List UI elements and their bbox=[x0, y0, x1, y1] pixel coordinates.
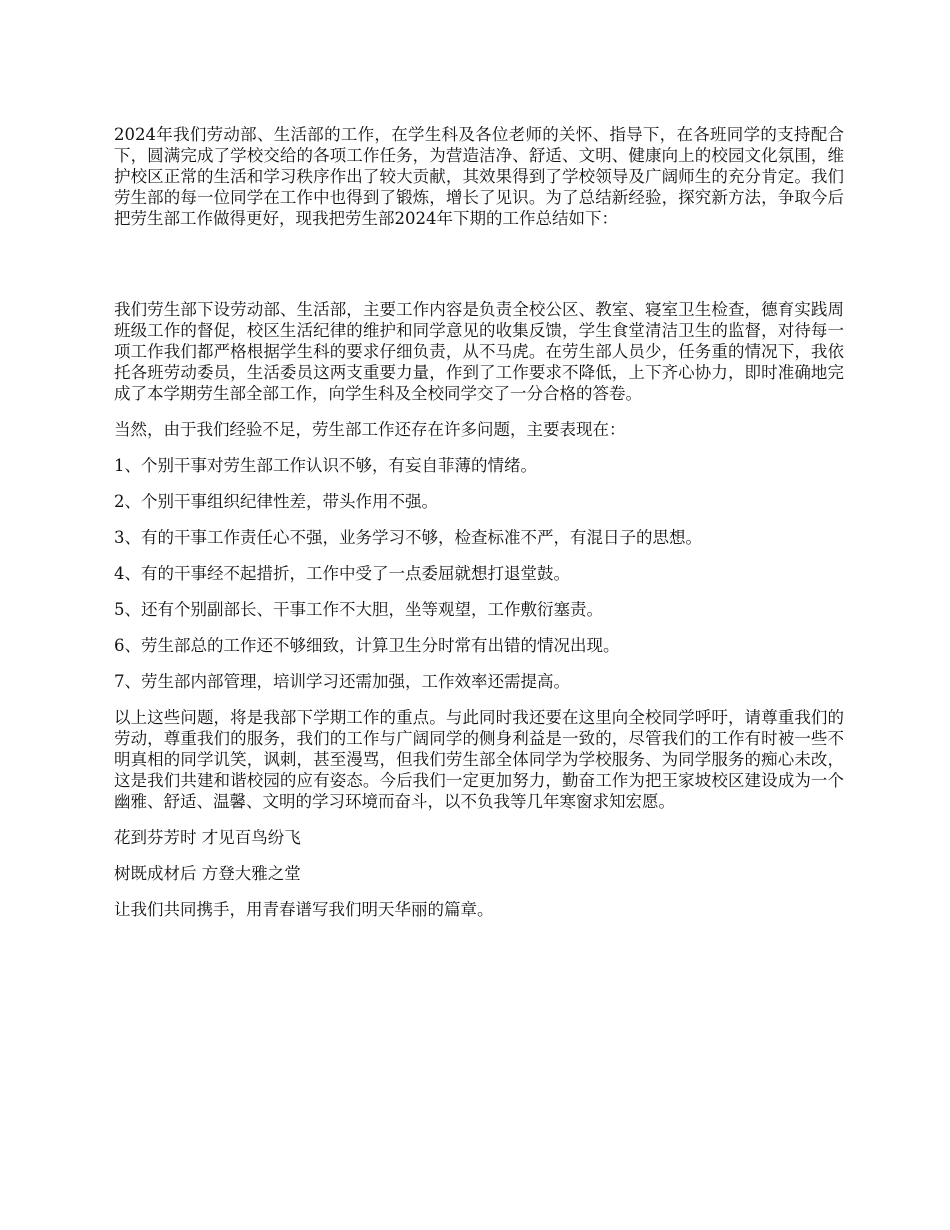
problem-item-3: 3、有的干事工作责任心不强，业务学习不够，检查标准不严，有混日子的思想。 bbox=[114, 528, 702, 547]
closing-line: 让我们共同携手，用青春谱写我们明天华丽的篇章。 bbox=[114, 900, 494, 919]
intro-paragraph: 2024年我们劳动部、生活部的工作，在学生科及各位老师的关怀、指导下，在各班同学的支持配合下，圆满完成了学校交给的各项工作任务，为营造洁净、舒适、文明、健康向上的校园文化氛围，维护校区正常的生活和学习秩序作出了较大贡献，其效果得到了学校领导及广阔师生的充分肯定。我们劳生部的每一位同学在工作中也得到了锻炼，增长了见识。为了总结新经验，探究新方法，争取今后把劳生部工作做得更好，现我把劳生部2024年下期的工作总结如下： bbox=[114, 125, 844, 228]
problem-item-2: 2、个别干事组织纪律性差，带头作用不强。 bbox=[114, 492, 438, 511]
work-content-paragraph: 我们劳生部下设劳动部、生活部，主要工作内容是负责全校公区、教室、寝室卫生检查，德育实践周班级工作的督促，校区生活纪律的维护和同学意见的收集反馈，学生食堂清洁卫生的监督，对待每一项工作我们都严格根据学生科的要求仔细负责，从不马虎。在劳生部人员少，任务重的情况下，我依托各班劳动委员，生活委员这两支重要力量，作到了工作要求不降低，上下齐心协力，即时准确地完成了本学期劳生部全部工作，向学生科及全校同学交了一分合格的答卷。 bbox=[114, 300, 844, 403]
verse-line-1: 花到芬芳时 才见百鸟纷飞 bbox=[114, 828, 301, 847]
problem-item-4: 4、有的干事经不起措折，工作中受了一点委屈就想打退堂鼓。 bbox=[114, 564, 570, 583]
problem-item-1: 1、个别干事对劳生部工作认识不够，有妄自菲薄的情绪。 bbox=[114, 456, 537, 475]
problems-intro: 当然，由于我们经验不足，劳生部工作还存在许多问题，主要表现在： bbox=[114, 420, 626, 439]
verse-line-2: 树既成材后 方登大雅之堂 bbox=[114, 864, 301, 883]
document-body bbox=[114, 124, 844, 935]
problem-item-5: 5、还有个别副部长、干事工作不大胆，坐等观望，工作敷衍塞责。 bbox=[114, 600, 603, 619]
problem-item-6: 6、劳生部总的工作还不够细致，计算卫生分时常有出错的情况出现。 bbox=[114, 636, 620, 655]
conclusion-paragraph: 以上这些问题，将是我部下学期工作的重点。与此同时我还要在这里向全校同学呼吁，请尊重我们的劳动，尊重我们的服务，我们的工作与广阔同学的侧身利益是一致的，尽管我们的工作有时被一些不明真相的同学讥笑，讽刺，甚至漫骂，但我们劳生部全体同学为学校服务、为同学服务的痴心未改，这是我们共建和谐校园的应有姿态。今后我们一定更加努力，勤奋工作为把王家坡校区建设成为一个幽雅、舒适、温馨、文明的学习环境而奋斗，以不负我等几年寒窗求知宏愿。 bbox=[114, 708, 844, 811]
problem-item-7: 7、劳生部内部管理，培训学习还需加强，工作效率还需提高。 bbox=[114, 672, 570, 691]
